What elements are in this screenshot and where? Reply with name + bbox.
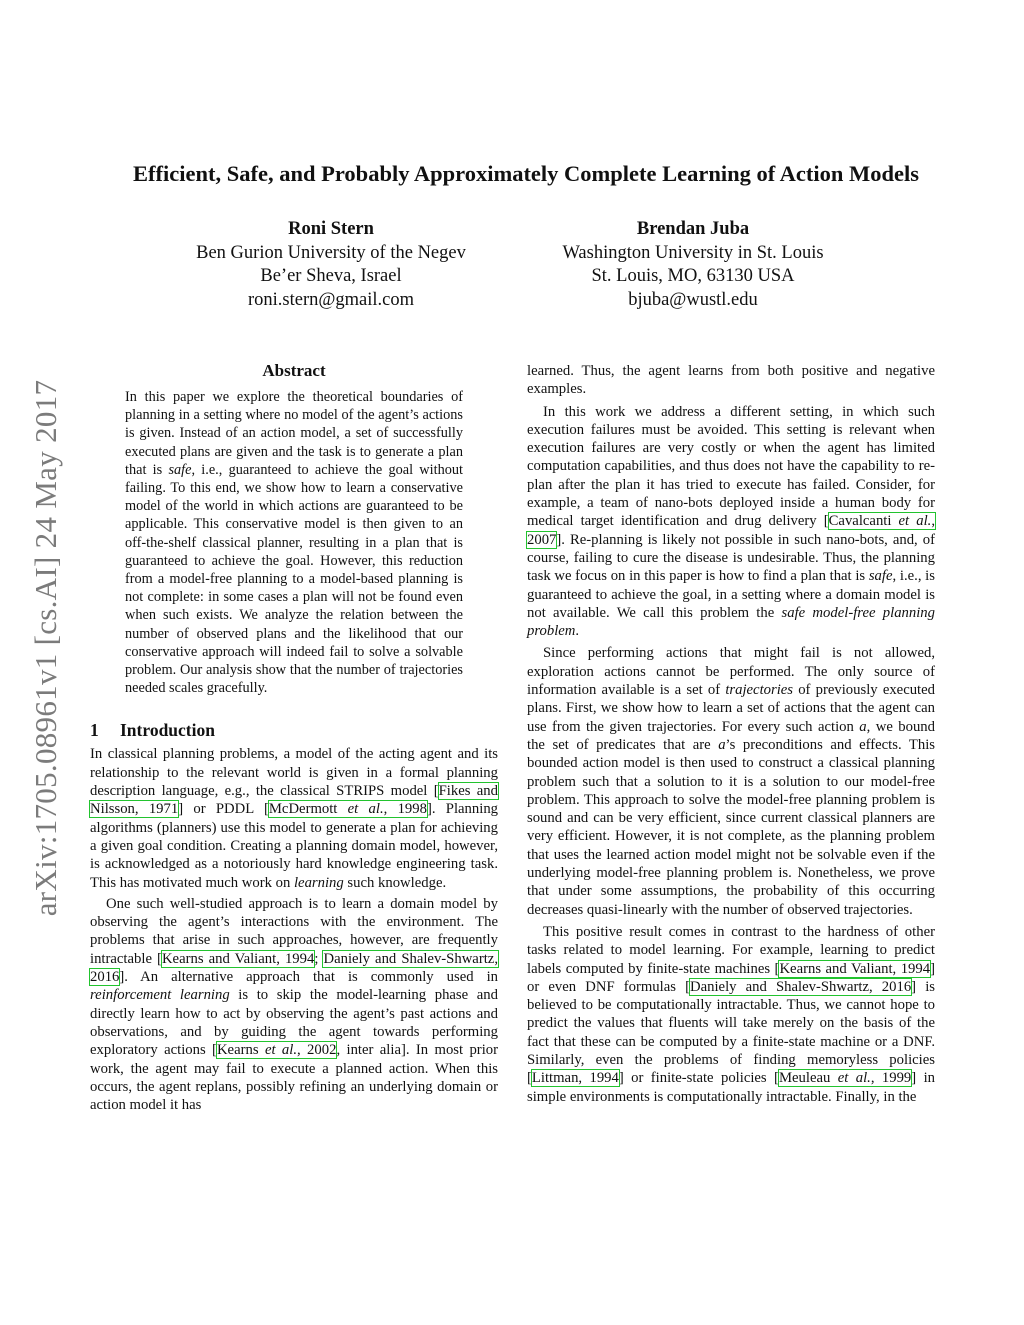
author-block-1 [131,218,531,312]
arxiv-stamp: arXiv:1705.08961v1 [cs.AI] 24 May 2017 [28,379,63,917]
author-name: Roni Stern [288,219,374,239]
author-block-2 [493,218,893,312]
body-paragraph: Since performing actions that might fail is not allowed, exploration actions cannot be performed. The only source of information available is a set of trajectories of previously executed plans. First, we show how to learn a set of actions that the agent can use from the given trajectories. For every such action a, we bound the set of predicates that are a’s preconditions and effects. This bounded action model is then used to construct a classical planning problem such that a solution to it is a solution to our model-free problem. This approach to solve the model-free planning problem is sound and can be very efficient, since current classical planners are very efficient. However, it is not complete, as the planning problem that uses the learned action model might not be solvable even if the underlying model-free planning problem is. Nonetheless, we prove that under some assumptions, the probability of this occurring decreases quasi-linearly with the number of observed trajectories. [527,645,936,918]
body-paragraph: In this work we address a different setting, in which such execution failures must be avoided. This setting is relevant when execution failures are very costly or when the agent has limited computation capabilities, and thus does not have the capability to re-plan after the plan it has tried to execute has failed. Consider, for example, a team of nano-bots deployed inside a human body for medical target identification and drug delivery [Cavalcanti et al., 2007]. Re-planning is likely not possible in such nano-bots, and, of course, failing to cure the disease is undesirable. Thus, the planning task we focus on in this paper is how to find a plan that is safe, i.e., is guaranteed to achieve the goal, in a setting where a domain model is not available. We call this problem the safe model-free planning problem. [527,403,935,640]
section-heading-introduction: 1 Introduction [90,720,215,741]
citation-link[interactable]: Meuleau et al., 1999 [778,1070,912,1087]
author-location: St. Louis, MO, 63130 USA [591,266,795,286]
citation-link[interactable]: Fikes and Nilsson, 1971 [90,783,498,818]
citation-link[interactable]: Daniely and Shalev-Shwartz, 2016 [690,978,912,995]
citation-link[interactable]: Littman, 1994 [531,1070,619,1087]
author-email: roni.stern@gmail.com [247,289,415,310]
citation-link[interactable]: Kearns and Valiant, 1994 [779,960,931,977]
left-column [90,360,498,1114]
author-email: bjuba@wustl.edu [628,289,758,310]
citation-link[interactable]: Kearns et al., 2002 [216,1042,337,1059]
intro-paragraph-1: In classical planning problems, a model of the acting agent and its relationship to the relevant world is given in a formal planning description language, e.g., the classical STRIPS model [Fikes and Nilsson, 1971] or PDDL [McDermott et al., 1998]. Planning algorithms (planners) use this model to generate a plan for achieving a given goal condition. Creating a planning domain model, however, is acknowledged as a notoriously hard knowledge engineering task. This has motivated much work on learning such knowledge. [90,746,499,891]
citation-link[interactable]: McDermott et al., 1998 [268,801,427,818]
right-column [527,362,935,1106]
citation-link[interactable]: Daniely and Shalev-Shwartz, 2016 [90,950,498,986]
citation-link[interactable]: Cavalcanti et al., 2007 [527,513,935,548]
author-name: Brendan Juba [636,219,750,239]
intro-paragraph-2: One such well-studied approach is to learn a domain model by observing the agent’s interactions with the environment. The problems that arise in such approaches, however, are frequently intractable [Kearns and Valiant, 1994; Daniely and Shalev-Shwartz, 2016]. An alternative approach that is commonly used in reinforcement learning is to skip the model-learning phase and directly learn how to act by observing the agent’s past actions and observations, and by guiding the agent towards performing exploratory actions [Kearns et al., 2002, inter alia]. In most prior work, the agent may fail to execute a planned action. When this occurs, the agent replans, possibly refining an underlying domain or action model it has [90,895,499,1114]
author-affiliation: Ben Gurion University of the Negev [196,242,466,263]
author-affiliation: Washington University in St. Louis [562,242,824,263]
abstract-text: In this paper we explore the theoretical boundaries of planning in a setting where no model of the agent’s actions is given. Instead of an action model, a set of successfully executed plans are given and the task is to generate a plan that is safe, i.e., guaranteed to achieve the goal without failing. To this end, we show how to learn a conservative model of the world in which actions are guaranteed to be applicable. This conservative model is then given to an off-the-shelf classical planner, resulting in a plan that is guaranteed to achieve the goal. However, this reduction from a model-free planning to a model-based planning is not complete: in some cases a plan will not be found even when such exists. We analyze the relation between the number of observed plans and the likelihood that our conservative approach will indeed fail to solve a solvable problem. Our analysis show that the number of trajectories needed scales gracefully. [125,389,463,697]
paper-title: Efficient, Safe, and Probably Approximately Complete Learning of Action Models [132,161,920,186]
abstract-heading: Abstract [262,361,326,380]
citation-link[interactable]: Kearns and Valiant, 1994 [161,950,315,967]
body-paragraph-continued: learned. Thus, the agent learns from both positive and negative examples. [527,363,935,398]
author-location: Be’er Sheva, Israel [260,266,402,286]
body-paragraph: This positive result comes in contrast to the hardness of other tasks related to model learning. For example, learning to predict labels computed by finite-state machines [Kearns and Valiant, 1994] or even DNF formulas [Daniely and Shalev-Shwartz, 2016] is believed to be computationally intractable. Thus, we cannot hope to predict the values that fluents will take merely on the basis of the fact that these can be computed by a finite-state machine or a DNF. Similarly, even the problems of finding memoryless policies [Littman, 1994] or finite-state policies [Meuleau et al., 1999] in simple environments is computationally intractable. Finally, in the [527,923,935,1105]
